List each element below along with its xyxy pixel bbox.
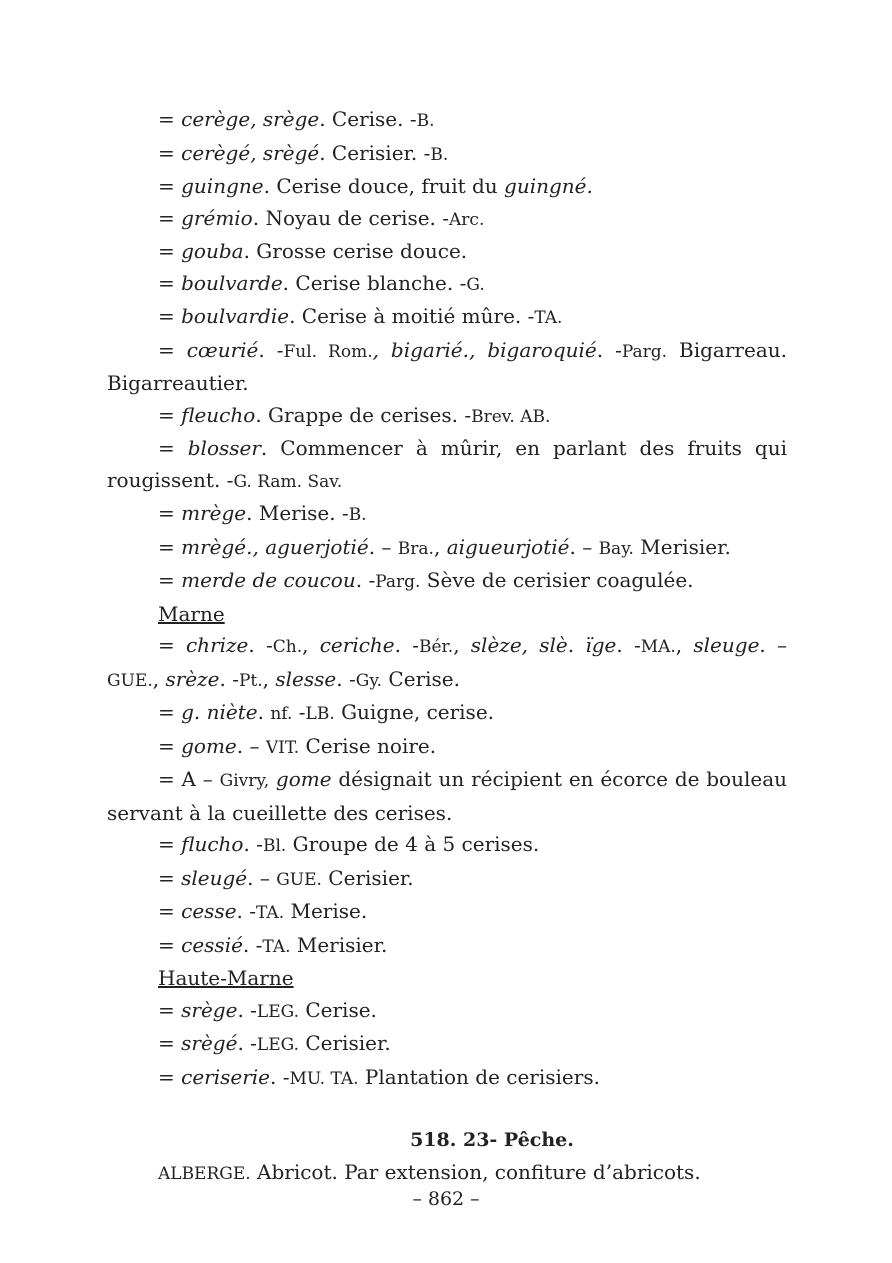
entry xyxy=(107,532,787,566)
entry-source: TA. xyxy=(256,903,285,923)
entry xyxy=(107,433,787,498)
entry-term: slesse xyxy=(275,666,337,691)
entry xyxy=(107,301,787,335)
entry-text: Cerise. xyxy=(382,666,460,691)
entries-marne xyxy=(107,630,787,963)
entry xyxy=(107,731,787,765)
entry xyxy=(107,335,787,400)
entry xyxy=(107,498,787,532)
alberge-entry xyxy=(107,1157,787,1191)
entry-term: guingné. xyxy=(504,174,593,198)
entry-term: fleucho xyxy=(181,402,256,427)
entry xyxy=(107,104,787,138)
entry xyxy=(107,203,787,237)
page-number: – 862 – xyxy=(412,1188,480,1210)
entries-main xyxy=(107,104,787,599)
entry xyxy=(107,236,787,268)
section-heading-marne: Marne xyxy=(158,601,225,626)
entry-text: . Merise. - xyxy=(246,501,349,525)
entry-text: . - xyxy=(270,1064,290,1089)
entry xyxy=(107,697,787,731)
entry-term: gouba xyxy=(181,239,244,263)
entry-text: Merisier. xyxy=(290,932,388,957)
entry xyxy=(107,863,787,897)
entry xyxy=(107,1062,787,1096)
entry-text: . - xyxy=(237,997,257,1022)
entry-text: . – xyxy=(368,534,398,559)
entry-term: sleugé xyxy=(181,865,248,890)
entry-term: boulvarde xyxy=(181,270,283,295)
entry-term: guingne xyxy=(181,174,264,198)
entry-text: . – xyxy=(236,733,266,758)
entry-text: . Cerisier. - xyxy=(319,140,431,165)
entry-term: gome xyxy=(181,733,237,758)
entry-source: LEG. xyxy=(256,1035,299,1055)
entry-term: chrize xyxy=(185,633,249,657)
entry-term: merde de coucou xyxy=(181,568,356,592)
entry-term: sleuge xyxy=(693,633,760,657)
entry-source: Brev. AB. xyxy=(471,406,551,427)
entry-term: srège xyxy=(181,997,238,1022)
entry-text: = xyxy=(158,402,182,427)
entry-term: srèze xyxy=(165,666,220,691)
entry-text: = xyxy=(158,270,182,295)
entry-text: Cerisier. xyxy=(321,865,414,890)
entry xyxy=(107,268,787,302)
entry-text: = xyxy=(158,140,182,165)
entry-term: grémio xyxy=(181,205,253,230)
entry-term: blosser xyxy=(187,436,261,460)
entry-term: , bigarié., bigaroquié xyxy=(372,337,597,362)
entry-text: . Grosse cerise douce. xyxy=(243,239,468,263)
entry xyxy=(107,764,787,829)
entry-text: Bigarreau. Bigarreautier. xyxy=(107,337,787,395)
entry-source: Ch. xyxy=(272,637,303,657)
entry-text: Sève de cerisier coagulée. xyxy=(420,568,694,592)
entry-text: = xyxy=(158,733,182,758)
entry-text: = xyxy=(158,899,182,923)
entry-text: , xyxy=(433,534,447,559)
entry-text: Plantation de cerisiers. xyxy=(358,1064,600,1089)
entry-source: MU. TA. xyxy=(289,1068,359,1089)
entry-text: . - xyxy=(616,633,641,657)
entry-text: = xyxy=(158,534,182,559)
entry-source: Bay. xyxy=(598,538,634,559)
entry-source: B. xyxy=(416,111,435,131)
entry-source: LEG. xyxy=(256,1001,299,1022)
entry-text: . Grappe de cerises. - xyxy=(255,402,472,427)
entry xyxy=(107,171,787,203)
entry-term: srègé xyxy=(181,1031,238,1055)
entry-source: Gy. xyxy=(355,670,383,691)
entry-text: Cerise. xyxy=(299,997,377,1022)
section-heading-haute-marne: Haute-Marne xyxy=(158,966,294,990)
entry-text: = xyxy=(158,501,182,525)
entry-text: Cerise noire. xyxy=(299,733,437,758)
entry-source: G. xyxy=(466,274,485,295)
entry-term: cerègé, srègé xyxy=(181,140,320,165)
entry-text: = xyxy=(158,107,182,131)
entry-source: B. xyxy=(430,144,449,165)
entry-text: . – xyxy=(247,865,277,890)
entry-text: Groupe de 4 à 5 cerises. xyxy=(286,832,540,856)
entry-source: MA. xyxy=(640,637,676,657)
entry-text: . - xyxy=(236,899,257,923)
entry-text: désignait un récipient en écorce de bouleau servant à la cueillette des cerises. xyxy=(107,767,788,825)
entry xyxy=(107,400,787,434)
entry-term: gome xyxy=(275,767,332,791)
entry-text: = xyxy=(158,174,182,198)
entry-source: VIT. xyxy=(265,737,300,758)
entry-term: boulvardie xyxy=(181,304,290,328)
entry-text: . - xyxy=(243,832,263,856)
entry-source: Pt. xyxy=(238,670,263,691)
alberge-text: Abricot. Par extension, confiture d’abricots. xyxy=(250,1159,701,1184)
entry-text: Merisier. xyxy=(633,534,731,559)
entry-text: . - xyxy=(336,666,356,691)
entry-text: = xyxy=(158,997,182,1022)
entry-text: . – xyxy=(759,633,787,657)
entry-text: Cerisier. xyxy=(299,1031,391,1055)
entry-term: mrègé., aguerjotié xyxy=(181,534,369,559)
entry-term: g. niète xyxy=(181,700,258,724)
entry-text: = xyxy=(158,337,187,362)
entry-source: TA. xyxy=(262,936,291,957)
entry-text: . Cerise blanche. - xyxy=(282,270,467,295)
entry xyxy=(107,1028,787,1062)
chapter-heading: 518. 23- Pêche. xyxy=(410,1129,574,1151)
entry xyxy=(107,930,787,964)
entry-text: = xyxy=(158,239,182,263)
document-body xyxy=(107,104,787,1190)
entry-source: Bér. xyxy=(418,637,454,657)
entry-text: = xyxy=(158,932,182,957)
entry-source: LB. xyxy=(305,704,335,724)
entry xyxy=(107,565,787,599)
entry-term: ceriche xyxy=(319,633,395,657)
entry-text: = xyxy=(158,205,182,230)
entry-text: = xyxy=(158,700,182,724)
entry-text: , xyxy=(453,633,471,657)
entry xyxy=(107,829,787,863)
entry-term: cessié xyxy=(181,932,243,957)
entry-term: flucho xyxy=(181,832,244,856)
entry-source: G. Ram. Sav. xyxy=(233,471,343,492)
entry-source: Ful. Rom. xyxy=(283,341,373,362)
entry-source: GUE. xyxy=(276,869,322,890)
entry-source: Bl. xyxy=(262,836,287,856)
entry-text: , xyxy=(302,633,320,657)
entry-term: cœurié xyxy=(186,337,259,362)
entry-text: , xyxy=(262,666,276,691)
entry-source: Givry, xyxy=(219,771,270,791)
entry-term: mrège xyxy=(181,501,247,525)
entry-text: . - xyxy=(237,1031,257,1055)
entry-term: cesse xyxy=(181,899,237,923)
entry-text: = xyxy=(158,1064,182,1089)
entry-text: = xyxy=(158,1031,182,1055)
entry-source: Parg. xyxy=(375,572,421,592)
entry-source: Bra. xyxy=(397,538,434,559)
entry-text: = xyxy=(158,633,186,657)
entry-text: . - xyxy=(258,337,284,362)
entry-text: = xyxy=(158,832,182,856)
entry-term: cerège, srège xyxy=(181,107,320,131)
entry-term: ceriserie xyxy=(181,1064,271,1089)
entry-text: . Cerise à moitié mûre. - xyxy=(289,304,535,328)
entry-text: . Cerise. - xyxy=(319,107,417,131)
entry-text: . - xyxy=(355,568,376,592)
entry-text: . – xyxy=(569,534,599,559)
entry-text: = xyxy=(158,865,182,890)
entry-text: = A – xyxy=(158,767,220,791)
entry xyxy=(107,630,787,697)
entry-term: slèze, slè. ïge xyxy=(470,633,617,657)
entry-source: GUE. xyxy=(107,670,153,691)
entry-text: . Commencer à mûrir, en parlant des fruits qui rougissent. - xyxy=(107,436,787,492)
entry xyxy=(107,995,787,1029)
entry-text: . xyxy=(257,700,271,724)
entry-text: = xyxy=(158,304,182,328)
entry-text: . - xyxy=(596,337,622,362)
entry-text: Merise. xyxy=(284,899,368,923)
entry xyxy=(107,896,787,930)
entry-source: Arc. xyxy=(449,209,485,230)
entry-text: - xyxy=(292,700,306,724)
entry-term: aigueurjotié xyxy=(446,534,570,559)
entry-text: . Cerise douce, fruit du xyxy=(263,174,505,198)
entry-source: nf. xyxy=(270,704,293,724)
entry-text: = xyxy=(158,436,188,460)
entry-text: . Noyau de cerise. - xyxy=(252,205,450,230)
entry-text: . - xyxy=(394,633,419,657)
entry-text: Guigne, cerise. xyxy=(334,700,495,724)
entry-text: , xyxy=(675,633,694,657)
entry-text: , xyxy=(152,666,166,691)
entry-source: B. xyxy=(348,505,367,525)
entry-text: . - xyxy=(242,932,263,957)
entry-source: Parg. xyxy=(621,341,668,362)
entry xyxy=(107,138,787,172)
entry-source: TA. xyxy=(534,308,563,328)
entry-text: . - xyxy=(248,633,273,657)
entry-text: = xyxy=(158,568,182,592)
entry-text: . - xyxy=(219,666,239,691)
entries-haute-marne xyxy=(107,995,787,1096)
alberge-abbrev: ALBERGE. xyxy=(158,1163,251,1184)
entry-text xyxy=(269,767,276,791)
